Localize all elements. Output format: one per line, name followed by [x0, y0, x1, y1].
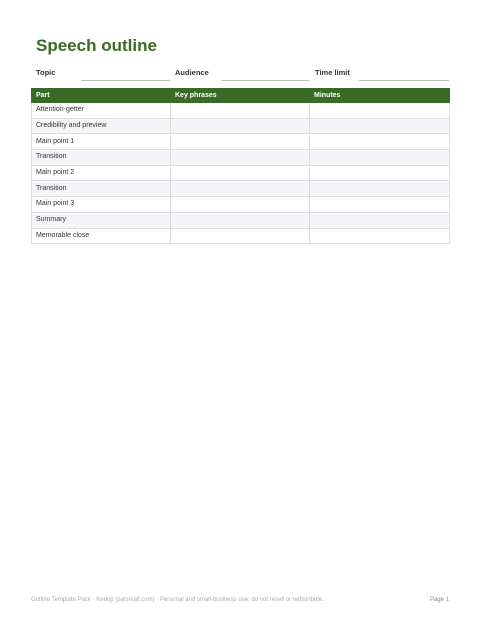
key-phrases-cell[interactable]: [171, 118, 310, 134]
part-cell: Main point 1: [32, 134, 171, 150]
minutes-cell[interactable]: [310, 181, 450, 197]
minutes-cell[interactable]: [310, 103, 450, 119]
minutes-cell[interactable]: [310, 134, 450, 150]
minutes-cell[interactable]: [310, 118, 450, 134]
audience-input-line[interactable]: [221, 80, 309, 81]
part-cell: Main point 2: [32, 165, 171, 181]
part-cell: Attention-getter: [32, 103, 171, 119]
header-fields: [36, 68, 448, 84]
footer-license-text: Outline Template Pack · Kedop (patsmall.com) · Personal and small-business use; do not resell or redistribute.: [31, 597, 325, 603]
table-row: [32, 103, 450, 119]
time-limit-field[interactable]: [315, 68, 448, 84]
part-cell: Memorable close: [32, 228, 171, 244]
outline-table: [31, 88, 450, 244]
audience-label: Audience: [175, 68, 209, 77]
table-row: [32, 165, 450, 181]
part-cell: Credibility and preview: [32, 118, 171, 134]
part-cell: Main point 3: [32, 197, 171, 213]
key-phrases-cell[interactable]: [171, 134, 310, 150]
part-cell: Summary: [32, 212, 171, 228]
key-phrases-cell[interactable]: [171, 150, 310, 166]
table-row: [32, 150, 450, 166]
part-cell: Transition: [32, 181, 171, 197]
key-phrases-cell[interactable]: [171, 197, 310, 213]
header-part: Part: [32, 89, 171, 103]
key-phrases-cell[interactable]: [171, 103, 310, 119]
table-row: [32, 212, 450, 228]
header-minutes: Minutes: [310, 89, 450, 103]
topic-label: Topic: [36, 68, 56, 77]
document-title: Speech outline: [36, 36, 157, 55]
key-phrases-cell[interactable]: [171, 212, 310, 228]
header-key-phrases: Key phrases: [171, 89, 310, 103]
table-header-row: [32, 89, 450, 103]
topic-field[interactable]: [36, 68, 170, 84]
minutes-cell[interactable]: [310, 150, 450, 166]
table-row: [32, 181, 450, 197]
footer-page-number: Page 1: [429, 597, 449, 603]
table-row: [32, 197, 450, 213]
table-row: [32, 228, 450, 244]
time-limit-label: Time limit: [315, 68, 350, 77]
minutes-cell[interactable]: [310, 165, 450, 181]
table-row: [32, 118, 450, 134]
key-phrases-cell[interactable]: [171, 181, 310, 197]
minutes-cell[interactable]: [310, 212, 450, 228]
part-cell: Transition: [32, 150, 171, 166]
minutes-cell[interactable]: [310, 228, 450, 244]
topic-input-line[interactable]: [81, 80, 170, 81]
table-row: [32, 134, 450, 150]
minutes-cell[interactable]: [310, 197, 450, 213]
audience-field[interactable]: [175, 68, 309, 84]
key-phrases-cell[interactable]: [171, 228, 310, 244]
key-phrases-cell[interactable]: [171, 165, 310, 181]
time-limit-input-line[interactable]: [359, 80, 449, 81]
